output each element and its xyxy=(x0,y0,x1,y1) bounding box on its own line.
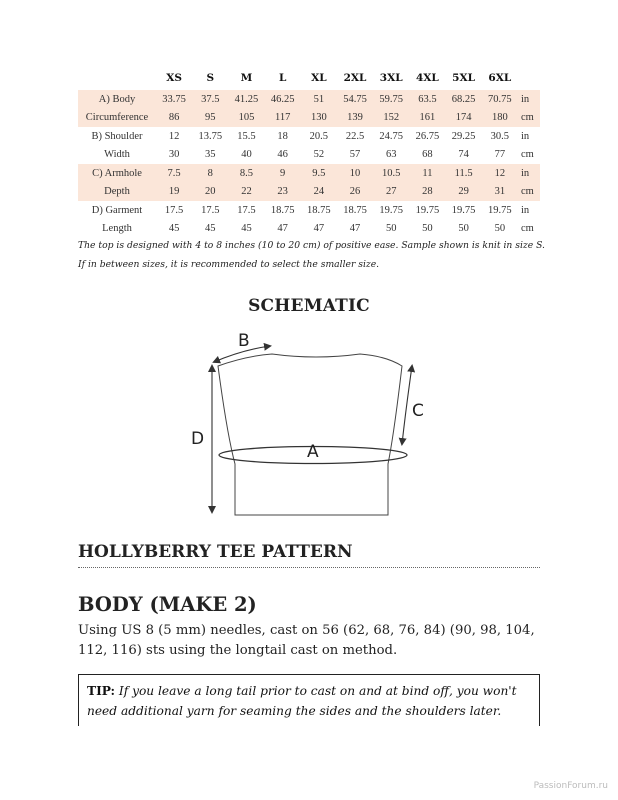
size-header-blank xyxy=(78,66,156,90)
size-value-2xl: 22.5 xyxy=(345,130,365,142)
size-value-4xl: 50 xyxy=(422,223,433,235)
size-value-6xl: 180 xyxy=(482,109,518,128)
size-row-2-inches xyxy=(78,127,540,146)
size-value-s: 45 xyxy=(205,223,216,235)
measurement-label: Length xyxy=(102,223,132,235)
size-value-s: 35 xyxy=(205,149,216,161)
size-value-xl: 47 xyxy=(313,223,325,235)
size-value-l: 117 xyxy=(265,109,301,128)
size-header-3xl: 3XL xyxy=(379,72,403,84)
size-value-xl: 52 xyxy=(313,149,325,161)
unit-label: cm xyxy=(521,223,534,235)
size-table xyxy=(78,66,540,238)
size-value-6xl: 77 xyxy=(494,149,506,161)
size-value-l: 9 xyxy=(265,164,301,183)
tee-outline xyxy=(218,354,402,515)
size-value-xs: 86 xyxy=(156,109,192,128)
size-value-xl: 24 xyxy=(301,183,337,202)
size-value-l: 18.75 xyxy=(270,204,295,216)
tip-label: TIP: xyxy=(87,684,115,698)
size-value-5xl: 74 xyxy=(458,149,469,161)
size-value-2xl: 18.75 xyxy=(343,204,367,216)
unit-label: in xyxy=(518,90,540,109)
size-value-2xl: 139 xyxy=(337,109,373,128)
measurement-label: C) Armhole xyxy=(78,164,156,183)
size-value-xl: 9.5 xyxy=(301,164,337,183)
size-row-1-inches xyxy=(78,90,540,109)
size-value-4xl: 28 xyxy=(409,183,445,202)
body-section-heading: BODY (MAKE 2) xyxy=(78,593,257,616)
size-value-l: 18 xyxy=(277,130,288,142)
size-value-xl: 51 xyxy=(301,90,337,109)
measurement-label: Circumference xyxy=(78,109,156,128)
size-table-body xyxy=(78,90,540,238)
schematic-diagram xyxy=(180,322,440,522)
size-row-1-cm xyxy=(78,109,540,128)
size-row-2-cm xyxy=(78,146,540,165)
size-value-6xl: 50 xyxy=(494,223,506,235)
measurement-label: Depth xyxy=(78,183,156,202)
size-header-row xyxy=(78,66,540,90)
size-value-3xl: 59.75 xyxy=(373,90,409,109)
size-value-m: 8.5 xyxy=(228,164,264,183)
size-value-xs: 19 xyxy=(156,183,192,202)
size-header-xl: XL xyxy=(311,72,327,84)
size-header-6xl: 6XL xyxy=(488,72,512,84)
size-value-m: 105 xyxy=(228,109,264,128)
measure-c-arrow xyxy=(402,366,412,444)
size-value-l: 23 xyxy=(265,183,301,202)
unit-label: in xyxy=(518,164,540,183)
pattern-heading: HOLLYBERRY TEE PATTERN xyxy=(78,542,353,562)
size-value-l: 47 xyxy=(277,223,288,235)
size-value-6xl: 12 xyxy=(482,164,518,183)
unit-label: cm xyxy=(518,183,540,202)
size-value-4xl: 63.5 xyxy=(409,90,445,109)
size-value-xs: 33.75 xyxy=(156,90,192,109)
size-value-l: 46 xyxy=(277,149,288,161)
size-value-xl: 20.5 xyxy=(309,130,329,142)
unit-label: in xyxy=(521,204,530,216)
size-value-2xl: 54.75 xyxy=(337,90,373,109)
ease-note: The top is designed with 4 to 8 inches (10 to 20 cm) of positive ease. Sample shown is knit in size S. If in between sizes, it is recommended to select the smaller size. xyxy=(78,240,545,270)
size-value-m: 40 xyxy=(241,149,252,161)
label-b: B xyxy=(238,331,250,351)
size-value-m: 15.5 xyxy=(237,130,256,142)
size-value-s: 8 xyxy=(192,164,228,183)
size-value-4xl: 26.75 xyxy=(415,130,440,142)
size-header-s: S xyxy=(206,72,215,84)
size-value-xl: 18.75 xyxy=(307,204,331,216)
size-header-2xl: 2XL xyxy=(343,72,367,84)
body-section-text: Using US 8 (5 mm) needles, cast on 56 (62, 68, 76, 84) (90, 98, 104, 112, 116) sts using the longtail cast on method. xyxy=(78,623,535,658)
size-value-l: 46.25 xyxy=(265,90,301,109)
measurement-label: B) Shoulder xyxy=(91,130,143,142)
size-value-4xl: 11 xyxy=(409,164,445,183)
size-value-6xl: 31 xyxy=(482,183,518,202)
size-value-s: 37.5 xyxy=(192,90,228,109)
size-value-5xl: 50 xyxy=(458,223,469,235)
size-value-3xl: 63 xyxy=(385,149,397,161)
size-value-xs: 17.5 xyxy=(164,204,184,216)
size-header-l: L xyxy=(278,72,287,84)
label-d: D xyxy=(191,429,205,449)
measurement-label: D) Garment xyxy=(91,204,143,216)
size-value-5xl: 29.25 xyxy=(451,130,476,142)
size-value-5xl: 19.75 xyxy=(451,204,476,216)
size-value-3xl: 10.5 xyxy=(373,164,409,183)
size-value-3xl: 50 xyxy=(385,223,397,235)
label-a: A xyxy=(307,442,319,462)
tip-text: If you leave a long tail prior to cast on and at bind off, you won't need additional yarn for seaming the sides and the shoulders later. xyxy=(87,684,517,718)
size-value-5xl: 29 xyxy=(446,183,482,202)
size-header-unit xyxy=(518,66,540,90)
size-value-s: 95 xyxy=(192,109,228,128)
schematic-title: SCHEMATIC xyxy=(248,296,370,316)
size-value-xs: 30 xyxy=(168,149,180,161)
size-row-3-cm xyxy=(78,183,540,202)
size-value-2xl: 47 xyxy=(349,223,361,235)
unit-label: cm xyxy=(521,149,534,161)
size-value-m: 22 xyxy=(228,183,264,202)
size-value-5xl: 68.25 xyxy=(446,90,482,109)
size-value-s: 20 xyxy=(192,183,228,202)
size-value-xs: 7.5 xyxy=(156,164,192,183)
size-value-4xl: 68 xyxy=(422,149,433,161)
size-value-xl: 130 xyxy=(301,109,337,128)
size-value-5xl: 11.5 xyxy=(446,164,482,183)
size-value-s: 17.5 xyxy=(201,204,220,216)
size-value-3xl: 19.75 xyxy=(379,204,404,216)
unit-label: cm xyxy=(518,109,540,128)
size-header-5xl: 5XL xyxy=(452,72,476,84)
size-value-2xl: 57 xyxy=(349,149,361,161)
size-value-5xl: 174 xyxy=(446,109,482,128)
size-header-xs: XS xyxy=(166,72,182,84)
size-value-4xl: 19.75 xyxy=(415,204,440,216)
size-header-4xl: 4XL xyxy=(415,72,439,84)
size-value-xs: 12 xyxy=(168,130,180,142)
size-value-2xl: 10 xyxy=(337,164,373,183)
size-value-3xl: 152 xyxy=(373,109,409,128)
measurement-label: Width xyxy=(104,149,130,161)
size-value-3xl: 27 xyxy=(373,183,409,202)
size-value-4xl: 161 xyxy=(409,109,445,128)
tip-box xyxy=(78,674,540,726)
size-row-3-inches xyxy=(78,164,540,183)
size-value-m: 45 xyxy=(241,223,252,235)
size-value-xs: 45 xyxy=(168,223,180,235)
measurement-label: A) Body xyxy=(78,90,156,109)
section-divider xyxy=(78,567,540,568)
size-value-6xl: 19.75 xyxy=(488,204,512,216)
size-header-m: M xyxy=(240,72,253,84)
size-value-3xl: 24.75 xyxy=(379,130,404,142)
size-row-4-inches xyxy=(78,201,540,220)
size-value-s: 13.75 xyxy=(198,130,223,142)
size-value-2xl: 26 xyxy=(337,183,373,202)
label-c: C xyxy=(412,401,424,421)
size-value-m: 41.25 xyxy=(228,90,264,109)
watermark: PassionForum.ru xyxy=(533,781,608,791)
unit-label: in xyxy=(521,130,530,142)
size-value-6xl: 30.5 xyxy=(490,130,510,142)
size-value-m: 17.5 xyxy=(237,204,256,216)
size-value-6xl: 70.75 xyxy=(482,90,518,109)
